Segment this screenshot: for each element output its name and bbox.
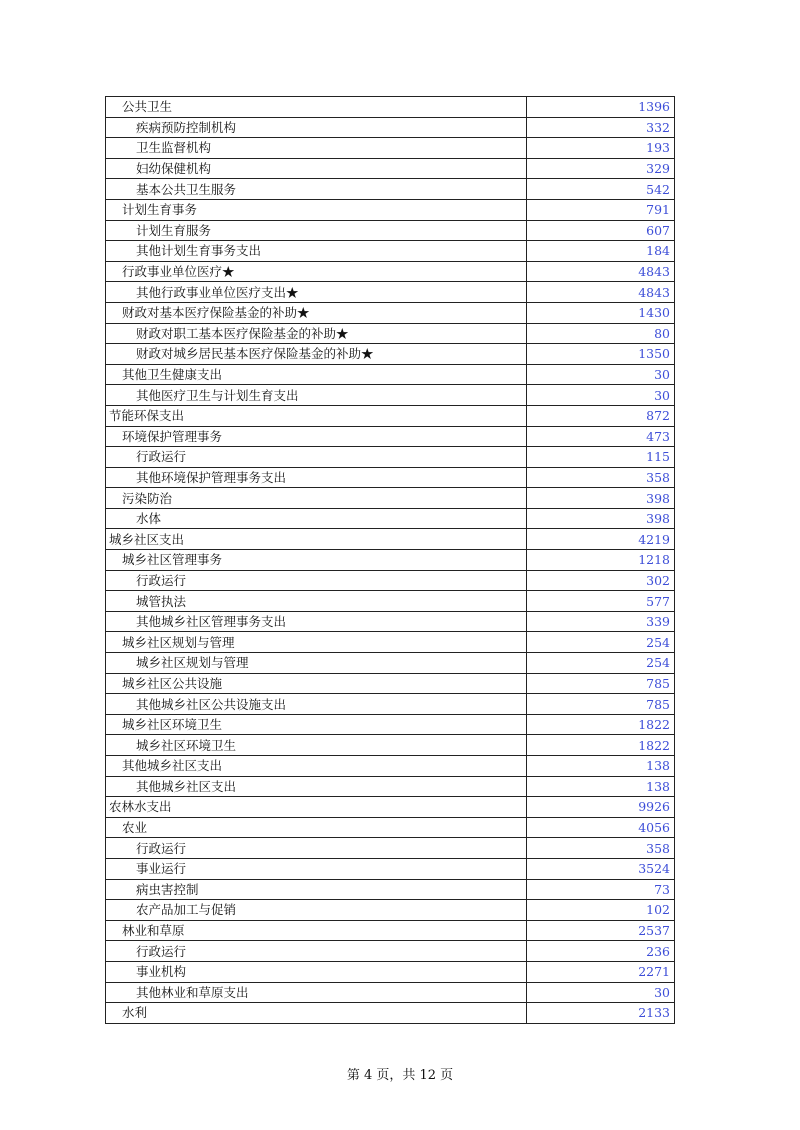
row-label: 城乡社区环境卫生: [106, 714, 527, 735]
table-row: [106, 550, 675, 571]
row-value: 4219: [527, 529, 675, 550]
table-row: [106, 344, 675, 365]
row-label: 农产品加工与促销: [106, 900, 527, 921]
row-value: 1822: [527, 714, 675, 735]
row-value: 4056: [527, 817, 675, 838]
row-label: 行政运行: [106, 570, 527, 591]
row-label: 计划生育事务: [106, 199, 527, 220]
row-value: 73: [527, 879, 675, 900]
row-label: 行政运行: [106, 941, 527, 962]
row-label: 环境保护管理事务: [106, 426, 527, 447]
row-value: 872: [527, 405, 675, 426]
row-label: 其他环境保护管理事务支出: [106, 467, 527, 488]
table-row: [106, 735, 675, 756]
row-label: 其他城乡社区支出: [106, 776, 527, 797]
table-row: [106, 323, 675, 344]
table-row: [106, 714, 675, 735]
row-label: 妇幼保健机构: [106, 158, 527, 179]
table-row: [106, 282, 675, 303]
table-row: [106, 138, 675, 159]
row-value: 577: [527, 591, 675, 612]
table-row: [106, 488, 675, 509]
row-label: 城乡社区环境卫生: [106, 735, 527, 756]
row-label: 财政对基本医疗保险基金的补助★: [106, 302, 527, 323]
row-value: 2133: [527, 1003, 675, 1024]
table-row: [106, 261, 675, 282]
row-label: 疾病预防控制机构: [106, 117, 527, 138]
row-label: 行政运行: [106, 838, 527, 859]
row-value: 329: [527, 158, 675, 179]
row-value: 1396: [527, 97, 675, 118]
table-row: [106, 941, 675, 962]
table-row: [106, 694, 675, 715]
row-value: 184: [527, 241, 675, 262]
table-row: [106, 797, 675, 818]
row-label: 病虫害控制: [106, 879, 527, 900]
table-row: [106, 220, 675, 241]
row-label: 其他城乡社区公共设施支出: [106, 694, 527, 715]
row-label: 计划生育服务: [106, 220, 527, 241]
row-label: 事业运行: [106, 858, 527, 879]
row-value: 138: [527, 776, 675, 797]
row-value: 339: [527, 611, 675, 632]
table-row: [106, 920, 675, 941]
table-row: [106, 632, 675, 653]
row-value: 1430: [527, 302, 675, 323]
table-row: [106, 405, 675, 426]
row-value: 1822: [527, 735, 675, 756]
row-value: 30: [527, 982, 675, 1003]
row-value: 115: [527, 447, 675, 468]
table-row: [106, 776, 675, 797]
row-label: 公共卫生: [106, 97, 527, 118]
row-value: 30: [527, 385, 675, 406]
table-row: [106, 241, 675, 262]
row-value: 236: [527, 941, 675, 962]
table-row: [106, 591, 675, 612]
row-value: 30: [527, 364, 675, 385]
row-label: 城管执法: [106, 591, 527, 612]
table-row: [106, 570, 675, 591]
row-label: 其他卫生健康支出: [106, 364, 527, 385]
row-label: 其他医疗卫生与计划生育支出: [106, 385, 527, 406]
row-value: 254: [527, 632, 675, 653]
row-value: 358: [527, 467, 675, 488]
row-value: 398: [527, 508, 675, 529]
row-label: 基本公共卫生服务: [106, 179, 527, 200]
table-row: [106, 653, 675, 674]
row-label: 城乡社区公共设施: [106, 673, 527, 694]
table-row: [106, 117, 675, 138]
row-value: 3524: [527, 858, 675, 879]
table-row: [106, 179, 675, 200]
table-row: [106, 817, 675, 838]
row-label: 卫生监督机构: [106, 138, 527, 159]
page-footer: 第 4 页，共 12 页: [346, 1068, 454, 1083]
row-label: 其他计划生育事务支出: [106, 241, 527, 262]
table-row: [106, 838, 675, 859]
row-value: 791: [527, 199, 675, 220]
row-value: 1218: [527, 550, 675, 571]
table-row: [106, 199, 675, 220]
table-row: [106, 302, 675, 323]
row-label: 其他林业和草原支出: [106, 982, 527, 1003]
row-label: 污染防治: [106, 488, 527, 509]
table-row: [106, 961, 675, 982]
row-label: 行政运行: [106, 447, 527, 468]
table-row: [106, 673, 675, 694]
row-value: 4843: [527, 282, 675, 303]
row-value: 302: [527, 570, 675, 591]
row-value: 1350: [527, 344, 675, 365]
row-value: 254: [527, 653, 675, 674]
table-row: [106, 529, 675, 550]
table-row: [106, 508, 675, 529]
budget-table-body: [106, 97, 675, 1024]
row-label: 城乡社区规划与管理: [106, 653, 527, 674]
row-label: 林业和草原: [106, 920, 527, 941]
row-label: 行政事业单位医疗★: [106, 261, 527, 282]
row-value: 332: [527, 117, 675, 138]
table-row: [106, 385, 675, 406]
table-row: [106, 467, 675, 488]
row-value: 4843: [527, 261, 675, 282]
row-value: 80: [527, 323, 675, 344]
table-row: [106, 611, 675, 632]
row-label: 其他行政事业单位医疗支出★: [106, 282, 527, 303]
table-row: [106, 879, 675, 900]
row-value: 542: [527, 179, 675, 200]
row-value: 2537: [527, 920, 675, 941]
row-value: 785: [527, 694, 675, 715]
table-row: [106, 364, 675, 385]
row-value: 473: [527, 426, 675, 447]
table-row: [106, 900, 675, 921]
table-row: [106, 1003, 675, 1024]
row-label: 其他城乡社区支出: [106, 756, 527, 777]
row-label: 节能环保支出: [106, 405, 527, 426]
row-value: 785: [527, 673, 675, 694]
row-value: 607: [527, 220, 675, 241]
row-label: 城乡社区规划与管理: [106, 632, 527, 653]
table-row: [106, 97, 675, 118]
row-label: 其他城乡社区管理事务支出: [106, 611, 527, 632]
row-value: 138: [527, 756, 675, 777]
table-row: [106, 982, 675, 1003]
row-label: 农业: [106, 817, 527, 838]
row-value: 193: [527, 138, 675, 159]
table-row: [106, 447, 675, 468]
row-value: 102: [527, 900, 675, 921]
table-row: [106, 756, 675, 777]
row-label: 水利: [106, 1003, 527, 1024]
row-label: 水体: [106, 508, 527, 529]
table-row: [106, 158, 675, 179]
row-label: 事业机构: [106, 961, 527, 982]
budget-table: [105, 96, 675, 1024]
row-value: 398: [527, 488, 675, 509]
table-row: [106, 858, 675, 879]
row-label: 农林水支出: [106, 797, 527, 818]
row-value: 9926: [527, 797, 675, 818]
row-value: 358: [527, 838, 675, 859]
row-label: 财政对城乡居民基本医疗保险基金的补助★: [106, 344, 527, 365]
row-label: 财政对职工基本医疗保险基金的补助★: [106, 323, 527, 344]
table-row: [106, 426, 675, 447]
row-label: 城乡社区管理事务: [106, 550, 527, 571]
row-label: 城乡社区支出: [106, 529, 527, 550]
row-value: 2271: [527, 961, 675, 982]
